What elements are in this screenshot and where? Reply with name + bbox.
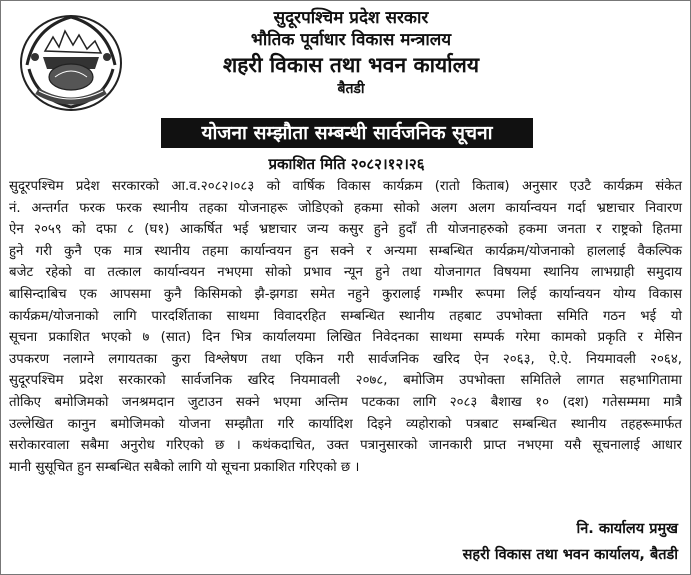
notice-body-line: उपकरण नलाग्ने लगायतका कुरा विश्लेषण तथा एकिन गरी सार्वजनिक खरिद ऐन २०६३, ऐ.ऐ. नियमावली २०६४, — [9, 351, 682, 367]
notice-body-line: मानी सुसूचित हुन सम्बन्धित सबैको लागि यो सूचना प्रकाशित गरिएको छ । — [9, 459, 360, 475]
signatory-title: नि. कार्यालय प्रमुख — [576, 521, 678, 537]
office-header — [141, 7, 561, 99]
notice-body-line: बजेट रहेको वा तत्काल कार्यान्वयन नभएमा सोको प्रभाव न्यून हुने तथा योजनागत विषयमा स्थानिय लाभग्राही समुदाय — [9, 265, 682, 281]
notice-body-line: हुने गरी कुनै एक मात्र स्थानीय तहमा कार्यान्वयन हुन सक्ने र अन्यमा सम्बन्धित कार्यक्रम/योजनाको हाललाई वैकल्पिक — [9, 243, 682, 259]
notice-body-line: सूचना प्रकाशित भएको ७ (सात) दिन भित्र कार्यालयमा लिखित निवेदनका साथमा सम्पर्क गरेमा कामको प्रकृति र मेसिन — [9, 330, 682, 346]
notice-body-line: सरोकारवाला सबैमा अनुरोध गरिएको छ । कथंकदाचित, उक्त पत्रानुसारको जानकारी प्राप्त नभएमा यसै सूचनालाई आधार — [9, 438, 682, 454]
published-date: प्रकाशित मिति २०८२।१२।२६ — [268, 155, 425, 173]
ministry-name: भौतिक पूर्वाधार विकास मन्त्रालय — [250, 30, 452, 50]
notice-body-line: उल्लेखित कानुन बमोजिमको योजना सम्झौता गरि कार्यादिश दिइने व्यहोराको पत्रबाट सम्बन्धित स्थानीय तहहरूमार्फत — [9, 416, 682, 432]
signatory-office: सहरी विकास तथा भवन कार्यालय, बैतडी — [462, 547, 678, 563]
office-location: बैतडी — [337, 81, 365, 97]
notice-body-line: बासिन्दाबिच एक आपसमा कुनै किसिमको झै-झगडा समेत नहुने कुरालाई गम्भीर रूपमा लिई कार्यान्वयन योग्य विकास — [9, 286, 682, 302]
province-government: सुदूरपश्चिम प्रदेश सरकार — [273, 8, 429, 28]
notice-body — [9, 176, 682, 478]
office-name: शहरी विकास तथा भवन कार्यालय — [222, 53, 480, 77]
notice-body-line: तोकिए बमोजिमको जनश्रमदान जुटाउन सक्ने भएमा अन्तिम पटकका लागि २०८३ बैशाख १० (दश) गतेसम्ममा मात्रै — [9, 394, 682, 410]
nepal-emblem-icon — [15, 7, 127, 119]
notice-body-line: सुदूरपश्चिम प्रदेश सरकारको आ.व.२०८२।०८३ को वार्षिक विकास कार्यक्रम (रातो किताब) अनुसार एउटै कार्यक्रम संकेत — [9, 179, 682, 194]
notice-body-line: सुदूरपश्चिम प्रदेश सरकारको सार्वजनिक खरिद नियमावली २०७८, बमोजिम उपभोक्ता समितिले लागत सहभागितामा — [9, 373, 682, 389]
notice-body-line: ऐन २०५९ को दफा ८ (घ१) आकर्षित भई भ्रष्टाचार जन्य कसुर हुने हुदाँ ती योजनाहरुको हकमा जनता र राष्ट्रको हितमा — [9, 222, 682, 238]
notice-body-line: नं. अन्तर्गत फरक फरक स्थानीय तहका योजनाहरू जोडिएको हकमा सोको अलग अलग कार्यान्वयन गर्दा भ्रष्टाचार निवारण — [9, 200, 682, 216]
notice-title: योजना सम्झौता सम्बन्धी सार्वजनिक सूचना — [161, 118, 533, 148]
notice-body-line: कार्यक्रम/योजनाको लागि पारदर्शिताका साथमा विवादरहित सम्बन्धित स्थानीय तहबाट उपभोक्ता समिति गठन भई यो — [9, 308, 682, 324]
